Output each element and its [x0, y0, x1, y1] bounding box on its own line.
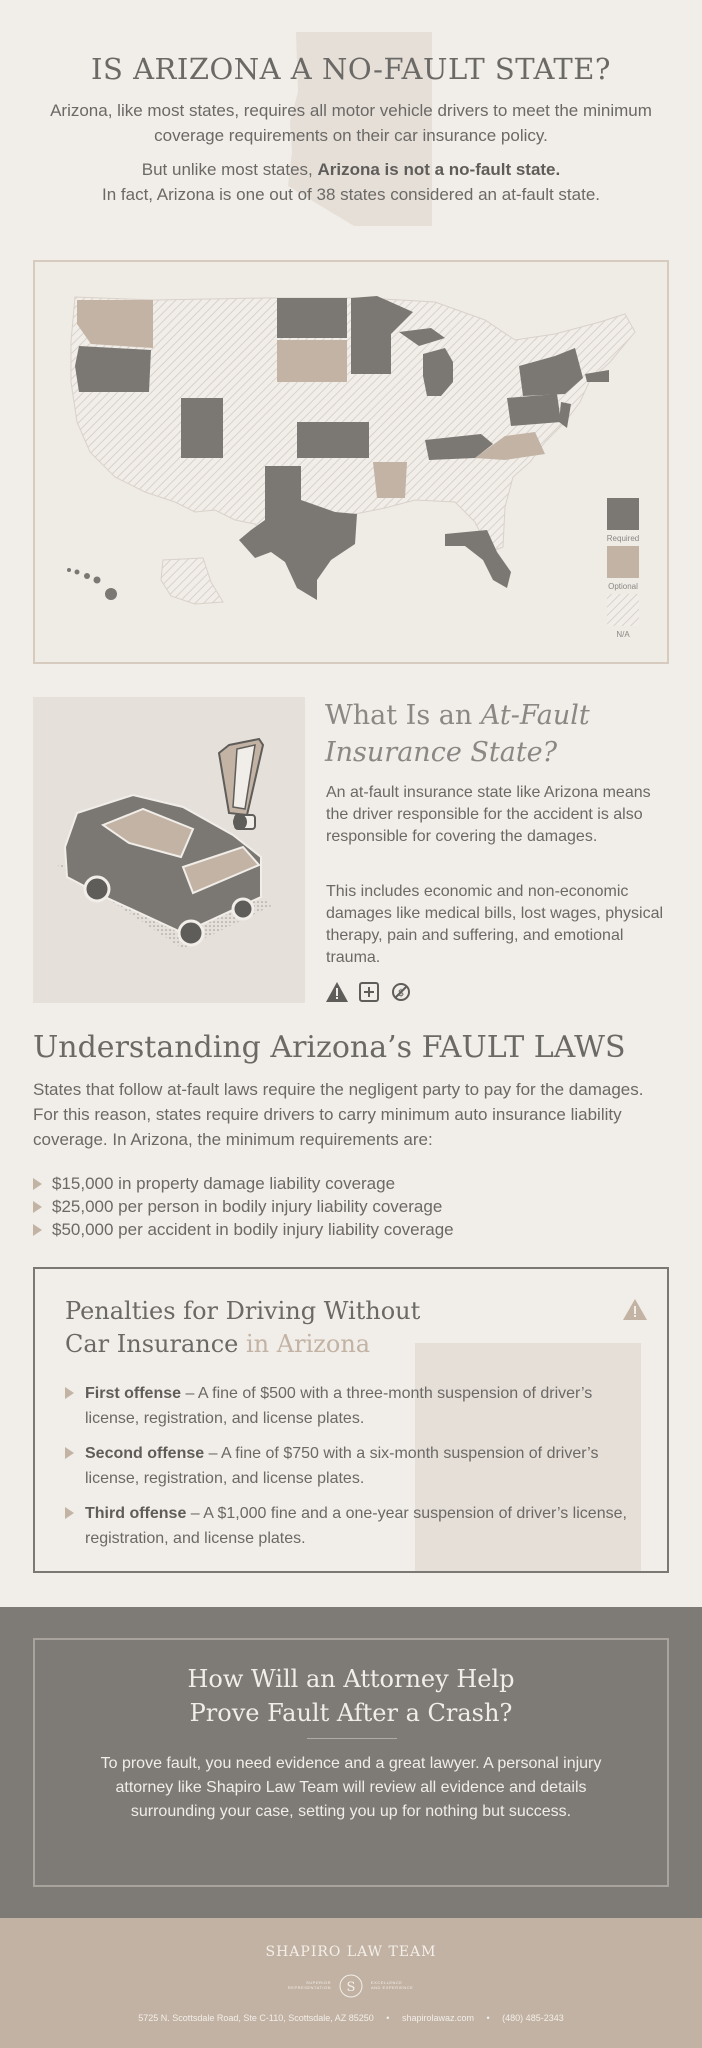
penalty-text: – A fine of $750 with a six-month suspension of driver’s license, registration, and license plates.: [85, 1445, 599, 1487]
penalty-item-second: [65, 1441, 635, 1491]
bullet-triangle-icon: [33, 1201, 42, 1213]
list-item: [33, 1195, 673, 1218]
tagline-right-2: AND EXPERIENCE: [371, 1985, 414, 1990]
legend-required-label: Required: [606, 534, 640, 543]
penalty-label: Second offense: [85, 1445, 205, 1462]
website-link[interactable]: shapirolawaz.com: [401, 2013, 474, 2023]
at-fault-heading: [325, 697, 675, 771]
phone-link[interactable]: (480) 485-2343: [502, 2013, 564, 2023]
at-fault-heading-italic: At-Fault: [480, 700, 590, 731]
state-alaska: [161, 558, 223, 604]
legend-na-label: N/A: [616, 630, 630, 639]
state-south-dakota: [277, 340, 347, 382]
requirement-text: $25,000 per person in bodily injury liability coverage: [52, 1197, 443, 1216]
tagline-right-1: EXCELLENCE: [371, 1980, 403, 1985]
at-fault-heading-italic-2: Insurance State?: [325, 737, 558, 768]
state-hawaii: [67, 568, 117, 600]
state-north-dakota: [277, 298, 347, 338]
legend-optional-swatch: [607, 546, 639, 578]
medical-cross-icon: [358, 981, 380, 1003]
attorney-paragraph: To prove fault, you need evidence and a great lawyer. A personal injury attorney like Shapiro Law Team will review all evidence and details surrounding your case, setting you up for nothing but success.: [100, 1755, 602, 1820]
warning-icon: [623, 1299, 647, 1325]
penalties-heading-line-1: Penalties for Driving Without: [65, 1297, 421, 1325]
car-wheel-rear: [85, 877, 109, 901]
penalty-text: – A fine of $500 with a three-month suspension of driver’s license, registration, and license plates.: [85, 1385, 593, 1427]
penalty-label: First offense: [85, 1385, 182, 1402]
fault-laws-heading: Understanding Arizona’s FAULT LAWS: [33, 1030, 626, 1065]
at-fault-paragraph-2: This includes economic and non-economic damages like medical bills, lost wages, physical therapy, pain and suffering, and emotional trauma.: [326, 883, 664, 966]
penalties-heading-line-2: Car Insurance: [65, 1330, 246, 1358]
intro-paragraph-2: [40, 157, 662, 207]
intro-p2-bold: Arizona is not a no-fault state.: [317, 160, 561, 179]
at-fault-icons: [326, 981, 426, 1003]
separator-dot: •: [486, 2013, 490, 2023]
bullet-triangle-icon: [33, 1178, 42, 1190]
tagline-right: [371, 1980, 441, 1990]
page-title: IS ARIZONA A NO-FAULT STATE?: [91, 52, 611, 86]
tagline-left-2: REPRESENTATION: [287, 1985, 331, 1990]
tagline-left-1: SUPERIOR: [306, 1980, 331, 1985]
state-utah: [181, 398, 223, 458]
svg-text:S: S: [346, 1980, 356, 1995]
state-oregon: [75, 346, 151, 392]
svg-text:$: $: [397, 988, 405, 999]
car-wheel-front: [179, 921, 203, 945]
penalties-panel: [33, 1267, 669, 1573]
address: 5725 N. Scottsdale Road, Ste C-110, Scottsdale, AZ 85250: [138, 2013, 374, 2023]
penalties-heading-accent: in Arizona: [246, 1330, 371, 1358]
state-arkansas: [373, 462, 407, 498]
brand-emblem-icon: [339, 1972, 363, 2000]
intro-p2-after: In fact, Arizona is one out of 38 states considered an at-fault state.: [101, 185, 601, 204]
footer: [0, 1918, 702, 2048]
penalty-item-third: [65, 1501, 635, 1551]
us-map: [35, 262, 671, 666]
minimum-requirements-list: [33, 1172, 673, 1241]
at-fault-heading-plain: What Is an: [325, 700, 481, 731]
attorney-section: [0, 1607, 702, 1918]
attorney-heading: How Will an Attorney Help Prove Fault After a Crash?: [187, 1665, 515, 1727]
legend-na-swatch: [607, 594, 639, 626]
bullet-triangle-icon: [65, 1387, 74, 1399]
car-illustration-panel: [33, 697, 305, 1003]
brand-logo: [261, 1968, 441, 2008]
warning-icon: [326, 981, 348, 1003]
brand-name: SHAPIRO LAW TEAM: [265, 1944, 437, 1960]
divider: [307, 1738, 397, 1739]
bullet-triangle-icon: [65, 1507, 74, 1519]
intro-section: [0, 0, 702, 230]
legend-required-swatch: [607, 498, 639, 530]
bullet-triangle-icon: [33, 1224, 42, 1236]
attorney-panel: [33, 1638, 669, 1887]
tagline-left: [261, 1980, 331, 1990]
bullet-triangle-icon: [65, 1447, 74, 1459]
list-item: [33, 1218, 673, 1241]
legend-optional-label: Optional: [608, 582, 638, 591]
state-pennsylvania: [507, 394, 561, 426]
no-money-icon: [390, 981, 412, 1003]
us-map-panel: [33, 260, 669, 664]
intro-paragraph-1: Arizona, like most states, requires all motor vehicle drivers to meet the minimum coverage requirements on their car insurance policy.: [50, 101, 652, 145]
penalties-heading: [65, 1295, 485, 1361]
contact-line: [0, 2013, 702, 2023]
state-kansas: [297, 422, 369, 458]
separator-dot: •: [386, 2013, 390, 2023]
exclamation-icon: [219, 739, 263, 830]
car-accident-illustration: [33, 697, 305, 1003]
at-fault-paragraph-1: An at-fault insurance state like Arizona means the driver responsible for the accident is also responsible for covering the damages.: [326, 784, 651, 845]
requirement-text: $50,000 per accident in bodily injury liability coverage: [52, 1220, 454, 1239]
intro-p2-before: But unlike most states,: [141, 160, 318, 179]
penalty-item-first: [65, 1381, 635, 1431]
requirement-text: $15,000 in property damage liability coverage: [52, 1174, 396, 1193]
penalty-label: Third offense: [85, 1505, 187, 1522]
penalty-text: – A $1,000 fine and a one-year suspension of driver’s license, registration, and license plates.: [85, 1505, 627, 1547]
list-item: [33, 1172, 673, 1195]
fault-laws-paragraph: States that follow at-fault laws require the negligent party to pay for the damages. For this reason, states require drivers to carry minimum auto insurance liability coverage. In Arizona, the minimum requirements are:: [33, 1080, 644, 1149]
